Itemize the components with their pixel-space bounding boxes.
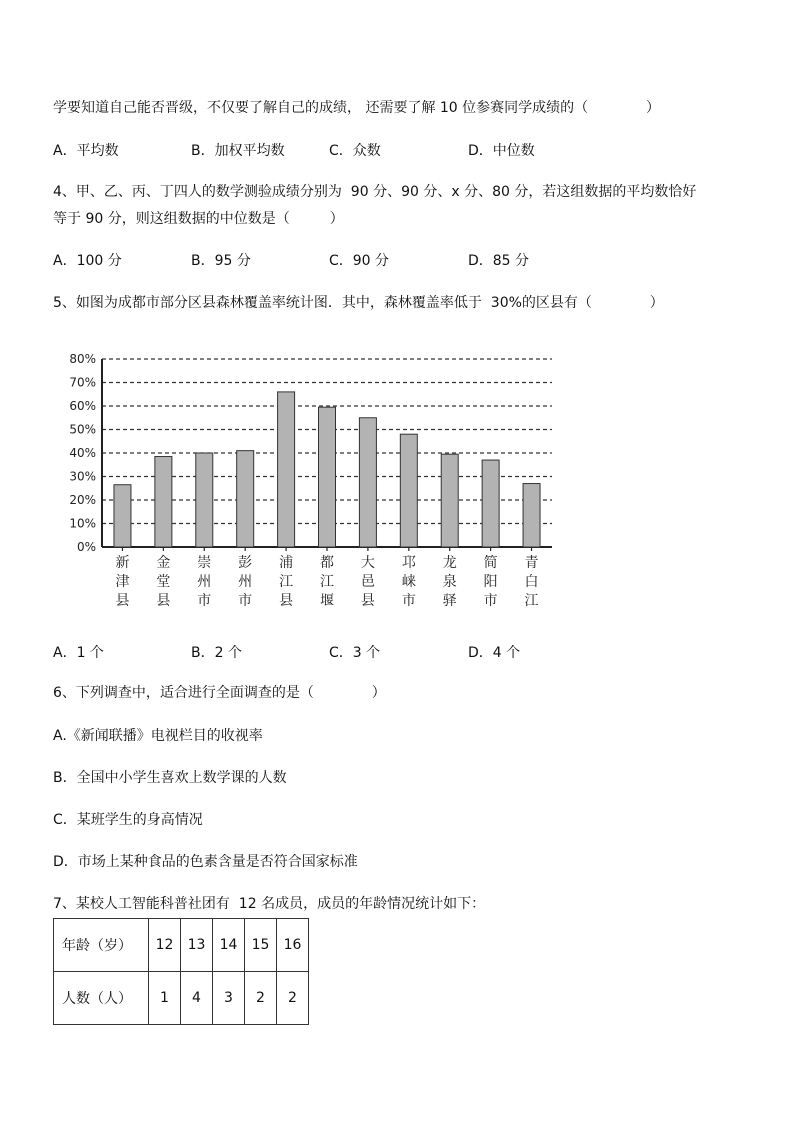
y-tick-label: 20%	[69, 493, 96, 507]
bar	[400, 434, 417, 547]
age-cell: 13	[181, 919, 213, 972]
q3-option-b[interactable]: B．加权平均数	[191, 143, 285, 159]
x-tick-label: 简阳市	[483, 555, 498, 609]
age-cell: 16	[277, 919, 309, 972]
bar	[319, 407, 336, 547]
table-row-count	[54, 972, 309, 1025]
x-tick-label: 青白江	[524, 555, 539, 609]
bar	[359, 418, 376, 547]
x-tick-label: 龙泉驿	[442, 555, 457, 609]
forest-coverage-bar-chart	[60, 345, 570, 615]
q4-option-d[interactable]: D．85 分	[468, 253, 530, 269]
q5-option-c[interactable]: C．3 个	[329, 645, 381, 661]
x-tick-label: 都江堰	[320, 555, 334, 609]
q3-option-a[interactable]: A．平均数	[53, 143, 119, 159]
q5-option-a[interactable]: A．1 个	[53, 645, 104, 661]
table-row-age	[54, 919, 309, 972]
q3-option-d[interactable]: D．中位数	[468, 143, 535, 159]
age-row-label: 年龄（岁）	[54, 919, 149, 972]
y-tick-label: 0%	[76, 540, 96, 554]
y-tick-label: 50%	[69, 422, 96, 437]
q6-option-a[interactable]: A.《新闻联播》电视栏目的收视率	[53, 728, 263, 744]
bar	[114, 485, 131, 547]
q4-option-a[interactable]: A．100 分	[53, 253, 122, 269]
age-cell: 14	[213, 919, 245, 972]
bar	[441, 454, 458, 547]
q4-option-c[interactable]: C．90 分	[329, 253, 390, 269]
age-cell: 12	[149, 919, 181, 972]
count-cell: 1	[149, 972, 181, 1025]
bar	[196, 453, 213, 547]
x-tick-label: 邛崃市	[401, 555, 416, 609]
y-tick-label: 40%	[69, 446, 96, 460]
q6-option-c[interactable]: C．某班学生的身高情况	[53, 812, 203, 828]
q5-option-b[interactable]: B．2 个	[191, 645, 242, 661]
x-tick-label: 金堂县	[156, 555, 171, 609]
bar	[237, 451, 254, 547]
bar	[155, 457, 172, 547]
y-tick-label: 10%	[69, 516, 96, 531]
count-cell: 2	[277, 972, 309, 1025]
q3-option-c[interactable]: C．众数	[329, 143, 381, 159]
bar	[278, 392, 295, 547]
q5-stem: 5、如图为成都市部分区县森林覆盖率统计图．其中，森林覆盖率低于 30%的区县有（ ）	[53, 295, 664, 311]
q4-stem-line2: 等于 90 分，则这组数据的中位数是（ ）	[53, 211, 344, 227]
age-cell: 15	[245, 919, 277, 972]
bar	[482, 460, 499, 547]
x-tick-label: 新津县	[115, 555, 130, 609]
count-cell: 4	[181, 972, 213, 1025]
count-row-label: 人数（人）	[54, 972, 149, 1025]
q4-option-b[interactable]: B．95 分	[191, 253, 251, 269]
q6-stem: 6、下列调查中，适合进行全面调查的是（ ）	[53, 685, 386, 701]
y-tick-label: 30%	[69, 469, 96, 484]
x-tick-label: 大邑县	[360, 555, 375, 609]
q3-stem-tail: 学要知道自己能否晋级，不仅要了解自己的成绩， 还需要了解 10 位参赛同学成绩的（ ）	[53, 100, 661, 116]
x-tick-label: 彭州市	[238, 555, 253, 609]
q4-stem-line1: 4、甲、乙、丙、丁四人的数学测验成绩分别为 90 分、90 分、x 分、80 分，若这组数据的平均数恰好	[53, 184, 697, 200]
x-tick-label: 浦江县	[279, 555, 294, 609]
count-cell: 2	[245, 972, 277, 1025]
y-tick-label: 60%	[69, 399, 96, 413]
age-stats-table	[53, 918, 309, 1025]
q5-option-d[interactable]: D．4 个	[468, 645, 521, 661]
y-tick-label: 70%	[69, 375, 96, 390]
count-cell: 3	[213, 972, 245, 1025]
y-tick-label: 80%	[69, 352, 96, 366]
q6-option-b[interactable]: B．全国中小学生喜欢上数学课的人数	[53, 770, 287, 786]
q6-option-d[interactable]: D．市场上某种食品的色素含量是否符合国家标准	[53, 854, 358, 870]
bar	[523, 484, 540, 547]
q7-stem: 7、某校人工智能科普社团有 12 名成员，成员的年龄情况统计如下：	[53, 896, 486, 912]
x-tick-label: 崇州市	[197, 555, 212, 609]
